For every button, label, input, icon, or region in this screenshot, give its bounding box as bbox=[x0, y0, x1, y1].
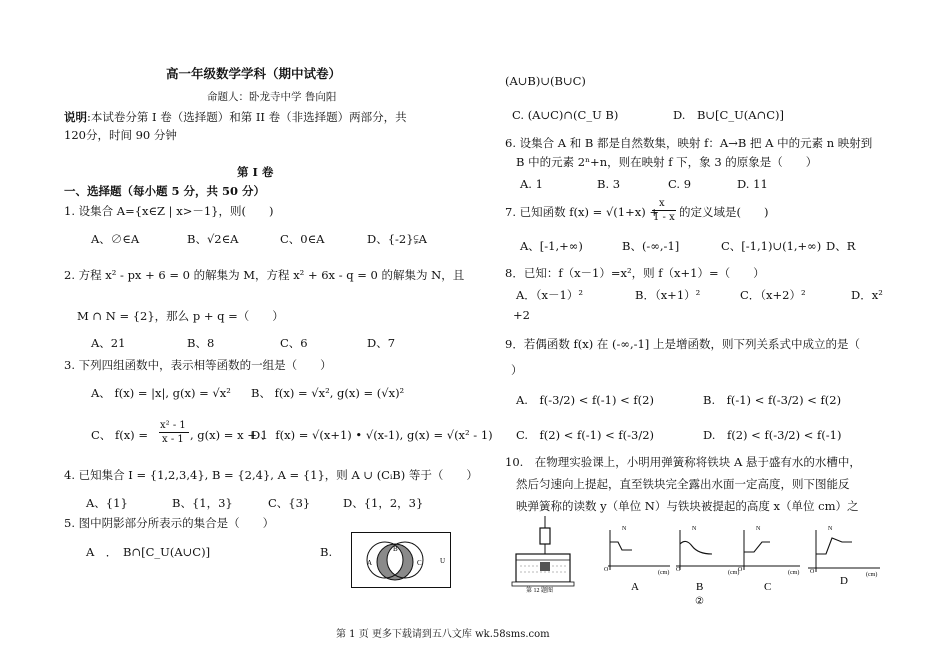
note-text: :本试卷分第 I 卷（选择题）和第 II 卷（非选择题）两部分，共 bbox=[87, 110, 407, 124]
question-10-line-3: 映弹簧称的读数 y（单位 N）与铁块被提起的高度 x（单位 cm）之 bbox=[516, 499, 859, 513]
q4-option-b: B、{1，3} bbox=[172, 496, 233, 510]
graph-d-label: D bbox=[840, 575, 848, 587]
venn-label-a: A bbox=[367, 559, 373, 567]
q7-denominator: 1 - x bbox=[653, 212, 675, 223]
spring-scale-apparatus bbox=[512, 516, 574, 594]
q5-option-b: (A∪B)∪(B∪C) bbox=[505, 74, 586, 88]
q3-option-c-numerator: x² - 1 bbox=[160, 420, 186, 431]
q7-option-c: C、[-1,1)∪(1,+∞) bbox=[721, 239, 822, 253]
graph-a bbox=[604, 526, 670, 593]
graph-a-axis-x: (cm) bbox=[658, 570, 670, 576]
page-footer: 第 1 页 更多下载请到五八文库 wk.58sms.com bbox=[336, 629, 550, 640]
question-10-line-1: 10. 在物理实验课上，小明用弹簧称将铁块 A 悬于盛有水的水槽中， bbox=[505, 455, 861, 469]
question-6-line-2: B 中的元素 2ⁿ+n，则在映射 f 下，象 3 的原象是（ ） bbox=[516, 155, 818, 169]
q2-option-d: D、7 bbox=[367, 336, 396, 350]
q4-option-d: D、{1，2，3} bbox=[343, 496, 424, 510]
question-2-line-2: M ∩ N = {2}，那么 p + q =（ ） bbox=[77, 309, 284, 323]
graph-c-axis-y: N bbox=[756, 526, 761, 532]
graph-a-origin: O bbox=[604, 567, 609, 573]
q1-option-c: C、0∈A bbox=[280, 232, 325, 246]
q8-option-c: C．（x+2）² bbox=[740, 288, 806, 302]
venn-label-b: B bbox=[393, 545, 398, 553]
part-title: 第 I 卷 bbox=[237, 165, 274, 179]
venn-diagram bbox=[351, 532, 451, 588]
q10-figure bbox=[500, 514, 900, 614]
section-title: 一、选择题（每小题 5 分，共 50 分） bbox=[64, 184, 266, 198]
q1-option-d: D、{-2}⫋A bbox=[367, 232, 427, 246]
q7-option-d: D、R bbox=[826, 239, 856, 253]
graph-b-label: B bbox=[696, 581, 704, 593]
q3-option-b: B、 f(x) = √x², g(x) = (√x)² bbox=[251, 386, 405, 400]
graph-b bbox=[676, 526, 740, 607]
q8-option-a: A．（x－1）² bbox=[516, 288, 583, 302]
q6-option-d: D. 11 bbox=[737, 177, 768, 191]
q9-option-b: B. f(-1) < f(-3/2) < f(2) bbox=[703, 393, 842, 407]
q3-option-c-denominator: x - 1 bbox=[162, 434, 184, 445]
graph-b-axis-x: (cm) bbox=[728, 570, 740, 576]
circled-number: ② bbox=[695, 596, 704, 607]
graph-d-axis-y: N bbox=[828, 526, 833, 532]
q4-option-a: A、{1} bbox=[86, 496, 128, 510]
q5-option-a: A ． B∩[C_U(A∪C)] bbox=[86, 545, 211, 559]
question-8: 8．已知：f（x－1）=x²，则 f（x+1）=（ ） bbox=[505, 266, 765, 280]
graph-c-origin: O bbox=[738, 567, 743, 573]
question-6-line-1: 6. 设集合 A 和 B 都是自然数集，映射 f：A→B 把 A 中的元素 n 映射到 bbox=[505, 136, 873, 150]
q6-option-a: A. 1 bbox=[520, 177, 543, 191]
graph-a-axis-y: N bbox=[622, 526, 627, 532]
q5-option-c: C. (A∪C)∩(C_U B) bbox=[512, 108, 619, 122]
venn-label-c: C bbox=[417, 559, 422, 567]
venn-label-u: U bbox=[440, 557, 446, 565]
question-10-line-2: 然后匀速向上提起，直至铁块完全露出水面一定高度，则下图能反 bbox=[516, 477, 850, 491]
q8-option-b: B．（x+1）² bbox=[635, 288, 701, 302]
q3-option-c-fraction-bar bbox=[159, 432, 189, 433]
question-9-line-2: ） bbox=[511, 363, 523, 377]
q3-option-c-label: C、 f(x) = bbox=[91, 428, 148, 442]
q7-option-a: A、[-1,+∞) bbox=[520, 239, 583, 253]
q7-fraction-bar bbox=[652, 210, 676, 211]
question-3: 3. 下列四组函数中，表示相等函数的一组是（ ） bbox=[64, 358, 332, 372]
q7-option-b: B、(-∞,-1] bbox=[622, 239, 680, 253]
graph-c bbox=[736, 526, 800, 593]
graph-d bbox=[808, 526, 880, 587]
author-line: 命题人：卧龙寺中学 鲁向阳 bbox=[207, 91, 337, 103]
question-5: 5. 图中阴影部分所表示的集合是（ ） bbox=[64, 516, 275, 530]
graph-b-origin: O bbox=[676, 567, 681, 573]
paper-title: 高一年级数学学科（期中试卷） bbox=[166, 66, 342, 81]
q8-option-d: D．x² bbox=[851, 288, 883, 302]
q1-option-a: A、∅∈A bbox=[91, 232, 140, 246]
q6-option-b: B. 3 bbox=[597, 177, 621, 191]
q5-option-d: D. B∪[C_U(A∩C)] bbox=[673, 108, 784, 122]
q5-option-b-label: B. bbox=[320, 545, 333, 559]
q9-option-d: D. f(2) < f(-3/2) < f(-1) bbox=[703, 428, 842, 442]
note-label: 说明 bbox=[64, 110, 87, 124]
graph-a-label: A bbox=[631, 581, 639, 593]
apparatus-caption: 第 12 题图 bbox=[526, 588, 554, 594]
q8-option-d-continued: +2 bbox=[513, 308, 530, 322]
note-line-1 bbox=[64, 110, 407, 124]
question-9-line-1: 9．若偶函数 f(x) 在 (-∞,-1] 上是增函数，则下列关系式中成立的是（ bbox=[505, 337, 860, 351]
q9-option-c: C. f(2) < f(-1) < f(-3/2) bbox=[516, 428, 655, 442]
q3-option-d: D、 f(x) = √(x+1) • √(x-1), g(x) = √(x² - 1) bbox=[251, 428, 493, 442]
q9-option-a: A. f(-3/2) < f(-1) < f(2) bbox=[516, 393, 654, 407]
graph-c-axis-x: (cm) bbox=[788, 570, 800, 576]
q3-option-a: A、 f(x) = |x|, g(x) = √x² bbox=[91, 386, 231, 400]
q2-option-c: C、6 bbox=[280, 336, 308, 350]
graph-d-axis-x: (cm) bbox=[866, 572, 878, 578]
q4-option-c: C、{3} bbox=[268, 496, 311, 510]
q7-numerator: x bbox=[659, 198, 665, 209]
question-4: 4. 已知集合 I = {1,2,3,4}, B = {2,4}, A = {1}，则 A ∪ (CᵢB) 等于（ ） bbox=[64, 468, 478, 482]
question-1: 1. 设集合 A={x∈Z | x>－1}，则( ) bbox=[64, 204, 274, 218]
q6-option-c: C. 9 bbox=[668, 177, 692, 191]
question-7-suffix: 的定义域是( ) bbox=[679, 205, 769, 219]
q1-option-b: B、√2∈A bbox=[187, 232, 239, 246]
q3-option-c-tail: , g(x) = x + 1 bbox=[190, 428, 268, 442]
graph-d-origin: O bbox=[810, 569, 815, 575]
note-line-2: 120分，时间 90 分钟 bbox=[64, 128, 177, 142]
graph-c-label: C bbox=[764, 581, 772, 593]
question-2-line-1: 2. 方程 x² - px + 6 = 0 的解集为 M，方程 x² + 6x - q = 0 的解集为 N，且 bbox=[64, 268, 465, 282]
question-7-prefix: 7. 已知函数 f(x) = √(1+x) + bbox=[505, 205, 659, 219]
graph-b-axis-y: N bbox=[692, 526, 697, 532]
q2-option-a: A、21 bbox=[91, 336, 126, 350]
q2-option-b: B、8 bbox=[187, 336, 215, 350]
